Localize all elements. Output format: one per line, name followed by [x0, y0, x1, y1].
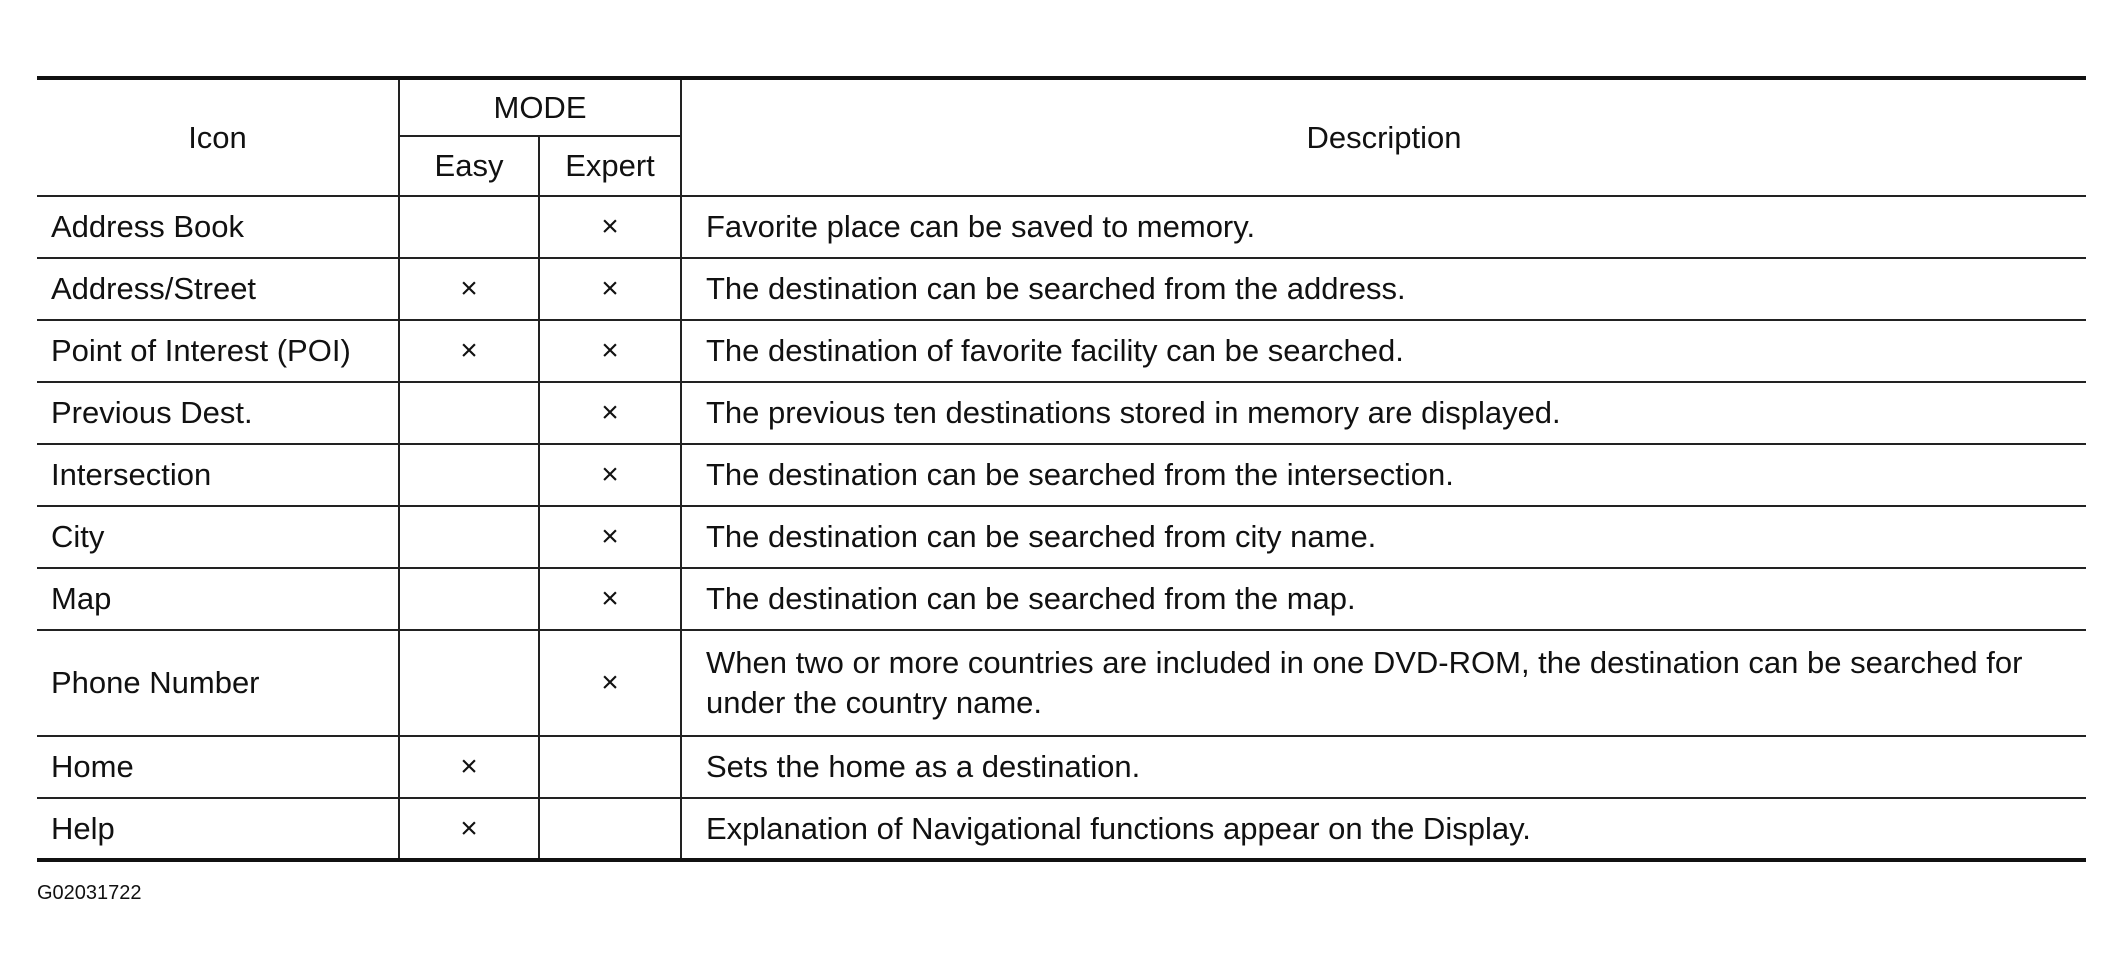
header-easy: Easy: [399, 136, 539, 196]
navigation-icon-table: [37, 76, 2086, 862]
table-row: [37, 736, 2086, 798]
header-mode: MODE: [399, 78, 681, 136]
row-expert-mark: ×: [539, 196, 681, 258]
row-expert-mark: ×: [539, 630, 681, 736]
table-row: [37, 444, 2086, 506]
table-row: [37, 382, 2086, 444]
table-row: [37, 798, 2086, 860]
row-icon-label: Point of Interest (POI): [37, 320, 399, 382]
table-row: [37, 568, 2086, 630]
header-expert: Expert: [539, 136, 681, 196]
table-row: [37, 506, 2086, 568]
row-icon-label: Address Book: [37, 196, 399, 258]
row-easy-mark: [399, 382, 539, 444]
row-expert-mark: ×: [539, 382, 681, 444]
row-description: When two or more countries are included in one DVD-ROM, the destination can be searched for under the country name.: [681, 630, 2086, 736]
row-easy-mark: ×: [399, 798, 539, 860]
row-description: The destination can be searched from the address.: [681, 258, 2086, 320]
row-description: The destination can be searched from city name.: [681, 506, 2086, 568]
row-easy-mark: ×: [399, 320, 539, 382]
row-expert-mark: ×: [539, 506, 681, 568]
figure-reference-code: G02031722: [37, 882, 142, 904]
row-icon-label: Map: [37, 568, 399, 630]
row-expert-mark: ×: [539, 258, 681, 320]
header-icon: Icon: [37, 78, 399, 196]
row-easy-mark: ×: [399, 736, 539, 798]
row-description: The previous ten destinations stored in memory are displayed.: [681, 382, 2086, 444]
table-row: [37, 320, 2086, 382]
row-icon-label: Home: [37, 736, 399, 798]
row-easy-mark: [399, 444, 539, 506]
table-row: [37, 258, 2086, 320]
row-description: The destination can be searched from the map.: [681, 568, 2086, 630]
table-row: [37, 196, 2086, 258]
row-easy-mark: ×: [399, 258, 539, 320]
row-easy-mark: [399, 630, 539, 736]
row-expert-mark: [539, 798, 681, 860]
row-icon-label: Previous Dest.: [37, 382, 399, 444]
row-expert-mark: ×: [539, 568, 681, 630]
row-description: Favorite place can be saved to memory.: [681, 196, 2086, 258]
row-easy-mark: [399, 196, 539, 258]
row-easy-mark: [399, 568, 539, 630]
row-icon-label: City: [37, 506, 399, 568]
row-easy-mark: [399, 506, 539, 568]
row-description: The destination of favorite facility can be searched.: [681, 320, 2086, 382]
table-row: [37, 630, 2086, 736]
row-icon-label: Phone Number: [37, 630, 399, 736]
row-icon-label: Help: [37, 798, 399, 860]
row-description: Sets the home as a destination.: [681, 736, 2086, 798]
row-expert-mark: ×: [539, 320, 681, 382]
row-icon-label: Intersection: [37, 444, 399, 506]
row-description: Explanation of Navigational functions appear on the Display.: [681, 798, 2086, 860]
row-expert-mark: ×: [539, 444, 681, 506]
row-expert-mark: [539, 736, 681, 798]
row-icon-label: Address/Street: [37, 258, 399, 320]
header-description: Description: [681, 78, 2086, 196]
row-description: The destination can be searched from the intersection.: [681, 444, 2086, 506]
